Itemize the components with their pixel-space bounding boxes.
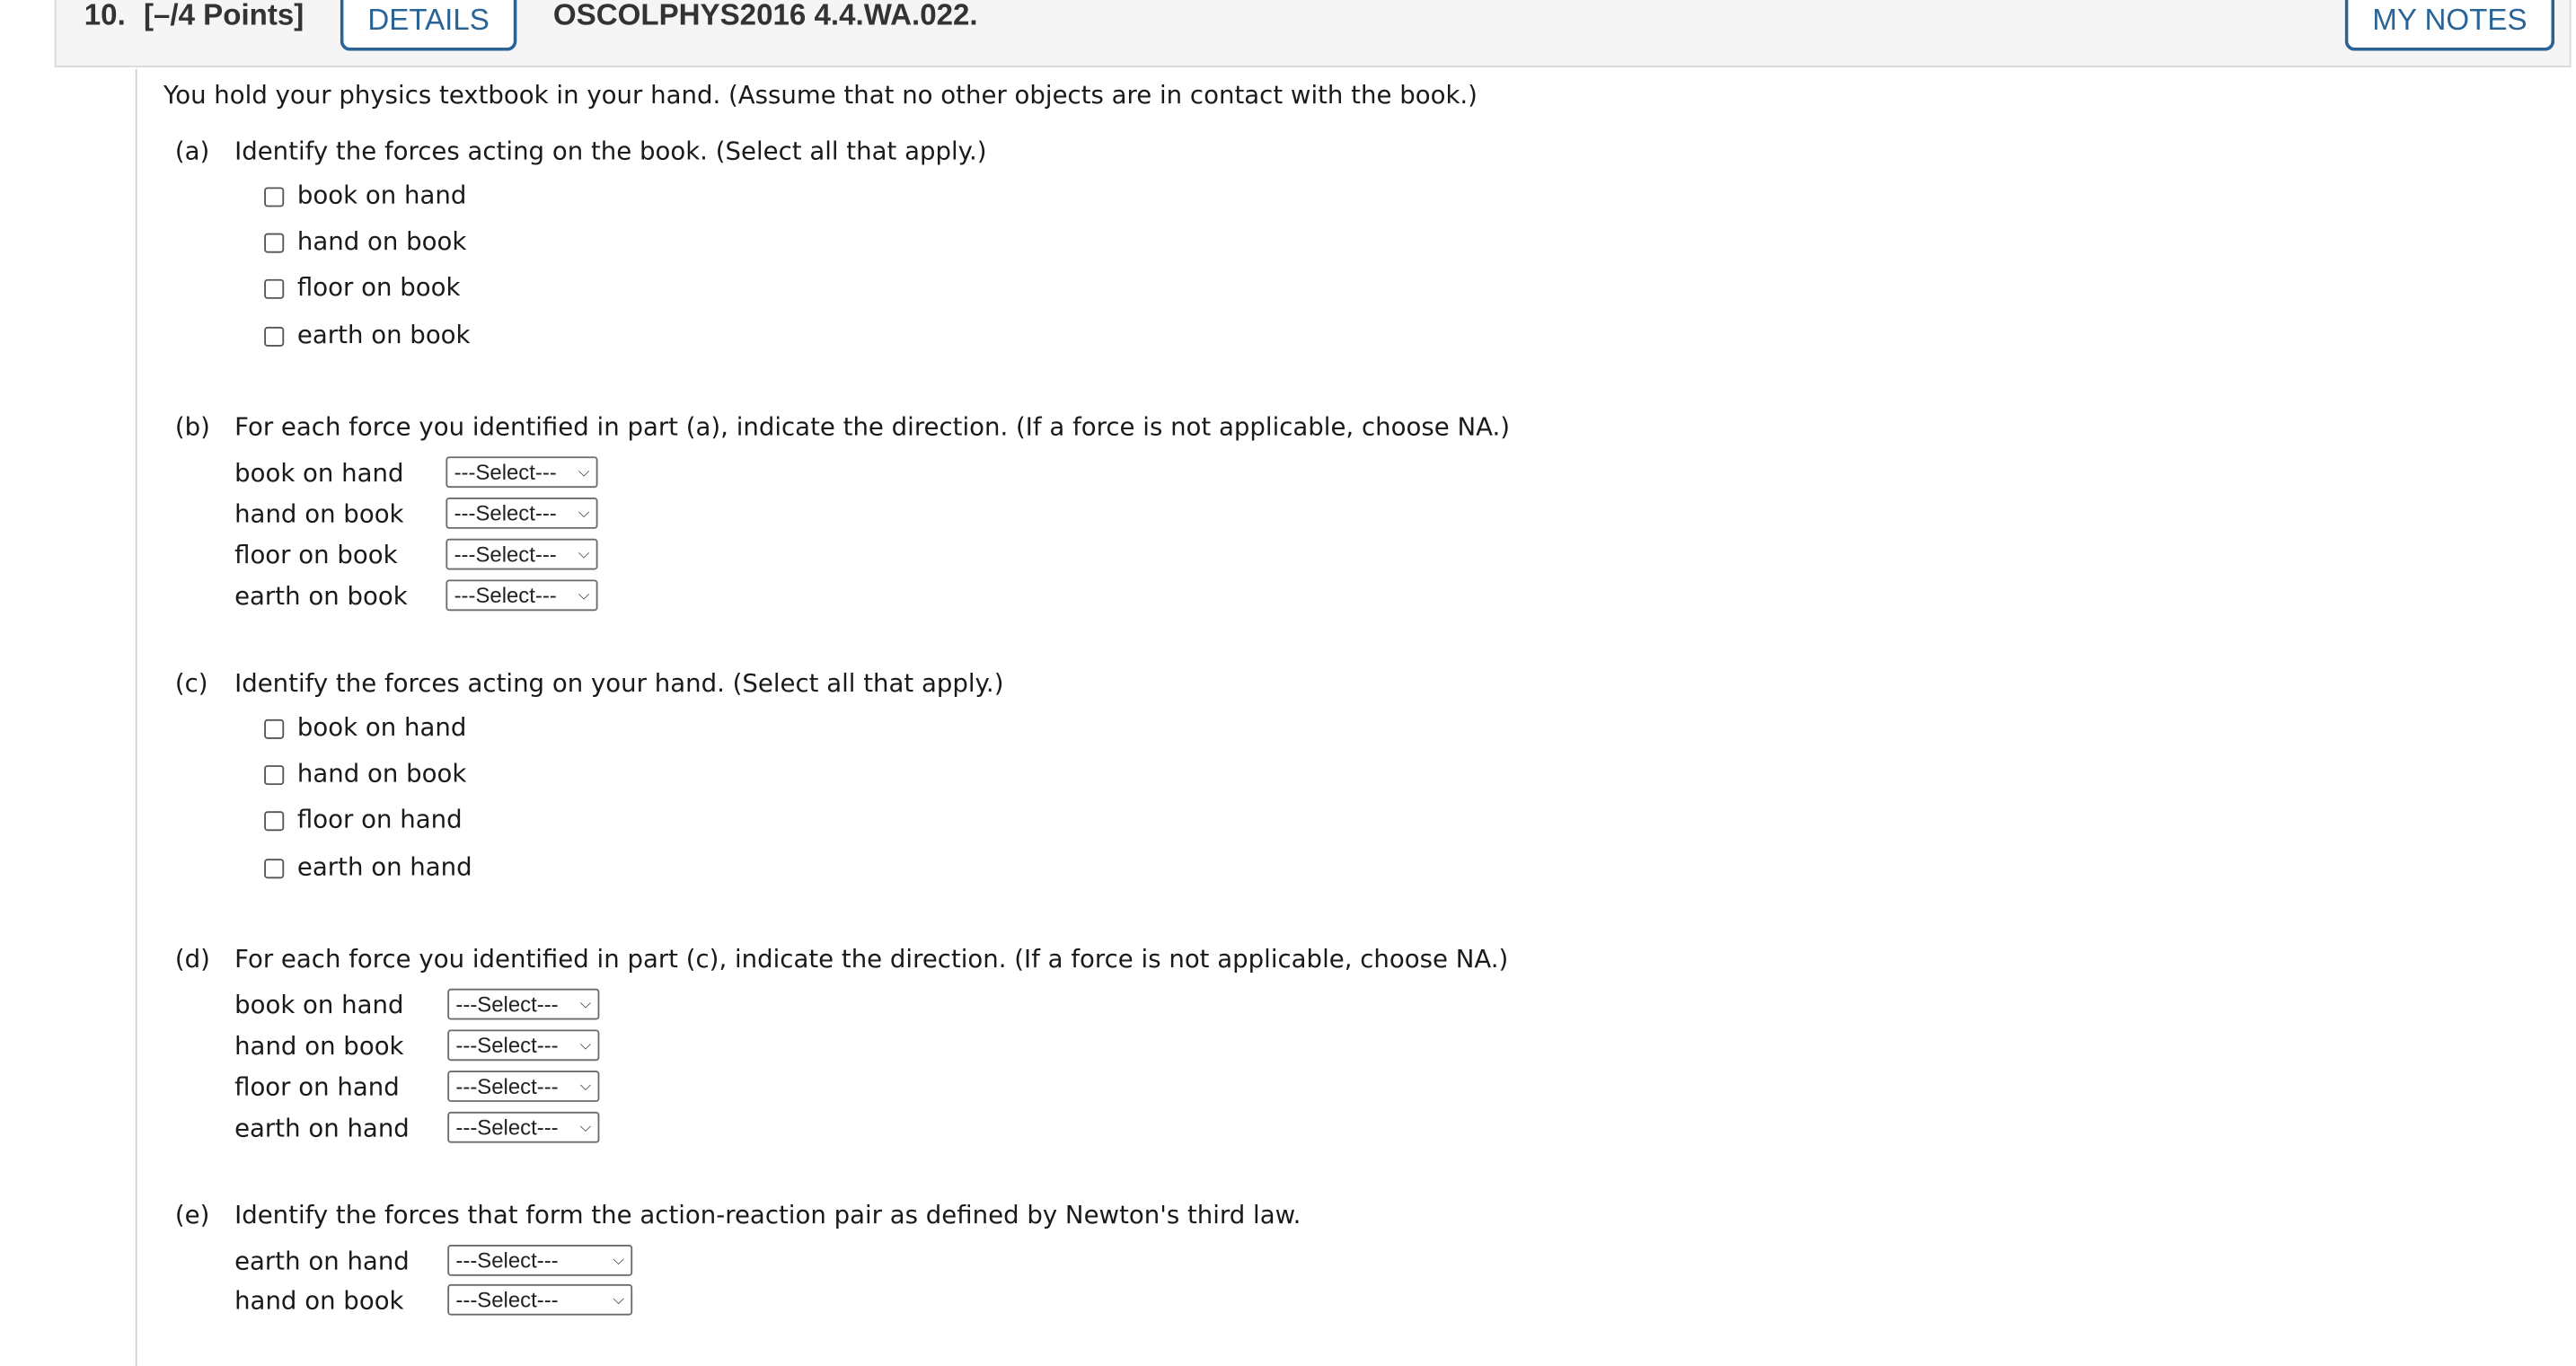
question-body [136, 69, 2572, 1366]
part-b-letter: (b) [174, 411, 210, 442]
part-d-row-label: floor on hand [234, 1072, 400, 1102]
part-d-direction-select[interactable] [447, 1029, 599, 1061]
checkbox[interactable] [264, 187, 284, 207]
part-e-row-label: hand on book [234, 1285, 404, 1316]
checkbox[interactable] [264, 718, 284, 738]
chevron-down-icon: ⌵ [579, 1077, 592, 1094]
option-label: book on hand [296, 712, 467, 743]
option-label: book on hand [296, 181, 467, 211]
option-label: earth on book [296, 320, 471, 350]
part-b-direction-select[interactable] [446, 579, 597, 611]
select-value: ---Select--- [455, 1073, 559, 1099]
part-c-letter: (c) [174, 668, 208, 699]
part-d-direction-select[interactable] [447, 1112, 599, 1143]
part-d-letter: (d) [174, 944, 210, 974]
select-value: ---Select--- [455, 1247, 559, 1273]
chevron-down-icon: ⌵ [613, 1291, 624, 1308]
part-d-direction-select[interactable] [447, 989, 599, 1020]
option-label: floor on book [296, 272, 461, 303]
part-b-row-label: floor on book [234, 540, 398, 570]
chevron-down-icon: ⌵ [578, 463, 590, 480]
part-c-option[interactable] [264, 805, 462, 834]
part-b-row-label: book on hand [234, 458, 404, 489]
option-label: hand on book [296, 758, 467, 789]
option-label: earth on hand [296, 851, 472, 882]
checkbox[interactable] [264, 810, 284, 830]
details-button[interactable]: DETAILS [340, 0, 517, 51]
question-number: 10. [84, 0, 126, 31]
checkbox[interactable] [264, 858, 284, 877]
select-value: ---Select--- [454, 583, 557, 608]
part-a-option[interactable] [264, 273, 460, 303]
part-e-pair-select[interactable] [447, 1245, 632, 1276]
part-c-prompt: Identify the forces acting on your hand. (Select all that apply.) [234, 668, 1004, 699]
part-e-row-label: earth on hand [234, 1246, 410, 1276]
part-e-prompt: Identify the forces that form the action-reaction pair as defined by Newton's third law. [234, 1200, 1301, 1230]
part-b-direction-select[interactable] [446, 539, 597, 570]
part-b-direction-select[interactable] [446, 498, 597, 529]
chevron-down-icon: ⌵ [613, 1251, 624, 1268]
part-b-row-label: earth on book [234, 581, 408, 612]
part-c-option[interactable] [264, 713, 466, 743]
part-a-option[interactable] [264, 226, 466, 256]
option-label: floor on hand [296, 804, 463, 834]
chevron-down-icon: ⌵ [578, 504, 590, 521]
question-points: [–/4 Points] [143, 0, 304, 31]
chevron-down-icon: ⌵ [578, 545, 590, 562]
part-e-pair-select[interactable] [447, 1284, 632, 1316]
part-b-prompt: For each force you identified in part (a), indicate the direction. (If a force is not applicable, choose NA.) [234, 411, 1510, 442]
part-a-option[interactable] [264, 321, 470, 350]
select-value: ---Select--- [454, 542, 557, 567]
part-a-prompt: Identify the forces acting on the book. (Select all that apply.) [234, 136, 987, 166]
chevron-down-icon: ⌵ [579, 1118, 592, 1135]
checkbox[interactable] [264, 326, 284, 346]
chevron-down-icon: ⌵ [578, 586, 590, 604]
select-value: ---Select--- [455, 991, 559, 1017]
part-d-row-label: hand on book [234, 1031, 404, 1062]
part-e-letter: (e) [174, 1200, 210, 1230]
part-d-prompt: For each force you identified in part (c), indicate the direction. (If a force is not applicable, choose NA.) [234, 944, 1509, 974]
part-c-option[interactable] [264, 759, 466, 789]
part-d-direction-select[interactable] [447, 1071, 599, 1102]
part-a-letter: (a) [174, 136, 210, 166]
option-label: hand on book [296, 226, 467, 257]
part-b-direction-select[interactable] [446, 456, 597, 488]
select-value: ---Select--- [454, 459, 557, 485]
select-value: ---Select--- [455, 1115, 559, 1140]
select-value: ---Select--- [455, 1287, 559, 1312]
checkbox[interactable] [264, 764, 284, 784]
select-value: ---Select--- [454, 500, 557, 526]
question-intro: You hold your physics textbook in your hand. (Assume that no other objects are in contact with the book.) [163, 80, 1478, 110]
chevron-down-icon: ⌵ [579, 995, 592, 1012]
checkbox[interactable] [264, 278, 284, 298]
my-notes-button[interactable]: MY NOTES [2345, 0, 2554, 51]
question-code: OSCOLPHYS2016 4.4.WA.022. [552, 0, 978, 31]
part-a-option[interactable] [264, 181, 466, 210]
select-value: ---Select--- [455, 1033, 559, 1058]
part-c-option[interactable] [264, 852, 472, 882]
chevron-down-icon: ⌵ [579, 1036, 592, 1053]
checkbox[interactable] [264, 233, 284, 252]
part-d-row-label: earth on hand [234, 1113, 410, 1143]
question-header [55, 0, 2572, 67]
part-b-row-label: hand on book [234, 498, 404, 529]
part-d-row-label: book on hand [234, 990, 404, 1020]
